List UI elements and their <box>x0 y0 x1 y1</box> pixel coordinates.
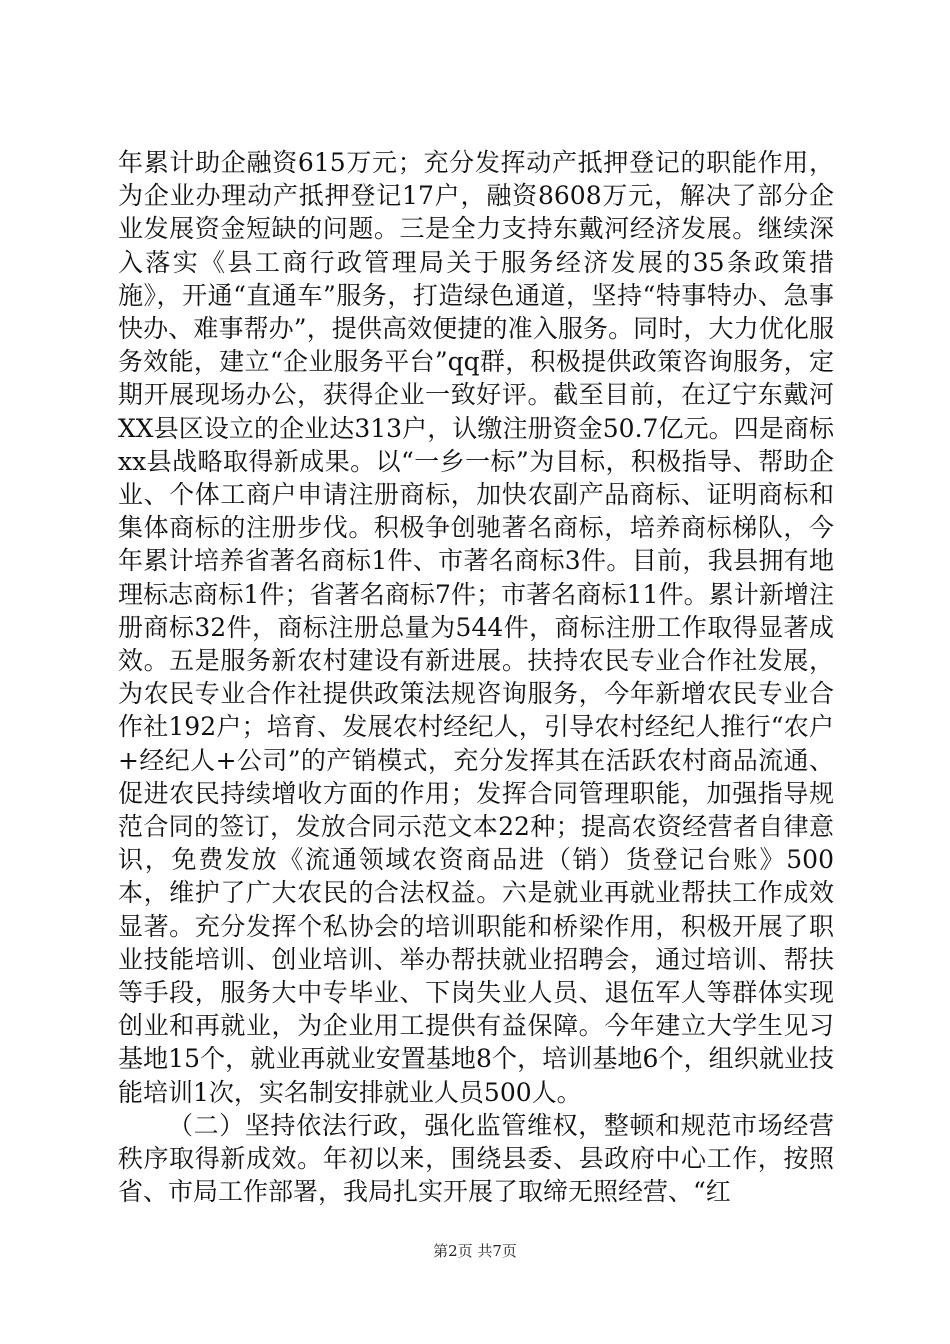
paragraph-1: 年累计助企融资615万元；充分发挥动产抵押登记的职能作用，为企业办理动产抵押登记17户，融资8608万元，解决了部分企业发展资金短缺的问题。三是全力支持东戴河经济发展。继续深入落实《县工商行政管理局关于服务经济发展的35条政策措施》，开通“直通车”服务，打造绿色通道，坚持“特事特办、急事快办、难事帮办”，提供高效便捷的准入服务。同时，大力优化服务效能，建立“企业服务平台”qq群，积极提供政策咨询服务，定期开展现场办公，获得企业一致好评。截至目前，在辽宁东戴河XX县区设立的企业达313户，认缴注册资金50.7亿元。四是商标xx县战略取得新成果。以“一乡一标”为目标，积极指导、帮助企业、个体工商户申请注册商标，加快农副产品商标、证明商标和集体商标的注册步伐。积极争创驰著名商标，培养商标梯队，今年累计培养省著名商标1件、市著名商标3件。目前，我县拥有地理标志商标1件；省著名商标7件；市著名商标11件。累计新增注册商标32件，商标注册总量为544件，商标注册工作取得显著成效。五是服务新农村建设有新进展。扶持农民专业合作社发展，为农民专业合作社提供政策法规咨询服务，今年新增农民专业合作社192户；培育、发展农村经纪人，引导农村经纪人推行“农户+经纪人+公司”的产销模式，充分发挥其在活跃农村商品流通、促进农民持续增收方面的作用；发挥合同管理职能，加强指导规范合同的签订，发放合同示范文本22种；提高农资经营者自律意识，免费发放《流通领域农资商品进（销）货登记台账》500本，维护了广大农民的合法权益。六是就业再就业帮扶工作成效显著。充分发挥个私协会的培训职能和桥梁作用，积极开展了职业技能培训、创业培训、举办帮扶就业招聘会，通过培训、帮扶等手段，服务大中专毕业、下岗失业人员、退伍军人等群体实现创业和再就业，为企业用工提供有益保障。今年建立大学生见习基地15个，就业再就业安置基地8个，培训基地6个，组织就业技能培训1次，实名制安排就业人员500人。 <box>118 148 834 1107</box>
page-number-footer: 第2页 共7页 <box>433 1242 517 1260</box>
document-body <box>118 146 834 1209</box>
paragraph-2: （二）坚持依法行政，强化监管维权，整顿和规范市场经营秩序取得新成效。年初以来，围绕县委、县政府中心工作，按照省、市局工作部署，我局扎实开展了取缔无照经营、“红 <box>118 1110 834 1207</box>
